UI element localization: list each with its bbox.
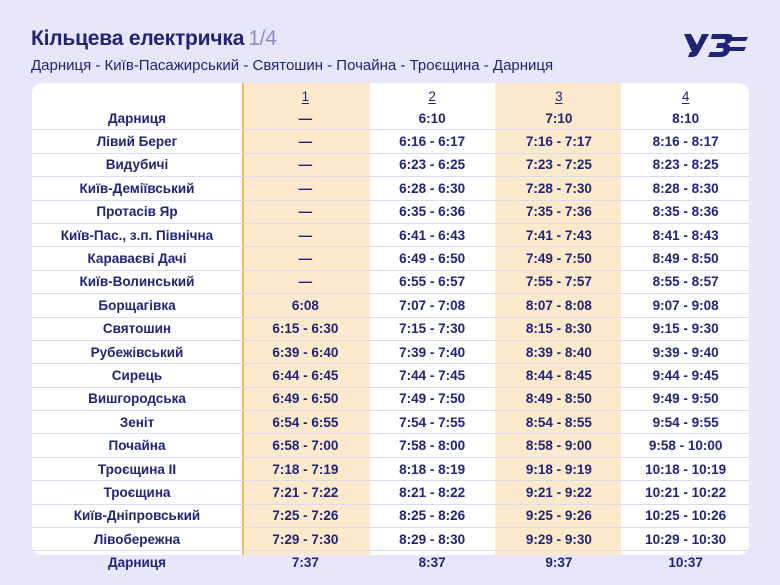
time-cell-train-4: 9:49 - 9:50 [622, 387, 749, 410]
table-row [32, 481, 749, 504]
time-cell-train-4: 9:15 - 9:30 [622, 317, 749, 340]
time-cell-train-3: 7:23 - 7:25 [496, 153, 623, 176]
time-cell-train-3: 7:28 - 7:30 [496, 177, 623, 200]
station-name: Видубичі [32, 153, 242, 176]
column-header-train-1: 1 [301, 88, 310, 104]
time-cell-train-4: 10:25 - 10:26 [622, 504, 749, 527]
station-name: Вишгородська [32, 387, 242, 410]
time-cell-train-2: 8:25 - 8:26 [369, 504, 496, 527]
table-row [32, 528, 749, 551]
time-cell-train-3: 8:07 - 8:08 [496, 294, 623, 317]
station-name: Троєщина [32, 481, 242, 504]
time-cell-train-3: 8:44 - 8:45 [496, 364, 623, 387]
time-cell-train-2: 7:58 - 8:00 [369, 434, 496, 457]
time-cell-train-1: 7:25 - 7:26 [242, 504, 369, 527]
time-cell-train-4: 9:44 - 9:45 [622, 364, 749, 387]
table-row [32, 153, 749, 176]
time-cell-train-4: 9:58 - 10:00 [622, 434, 749, 457]
table-row [32, 223, 749, 246]
station-name: Протасів Яр [32, 200, 242, 223]
time-cell-train-1: 7:37 [242, 551, 369, 574]
station-name: Сирець [32, 364, 242, 387]
station-name: Зеніт [32, 411, 242, 434]
column-header-train-4: 4 [681, 88, 690, 104]
time-cell-train-4: 9:54 - 9:55 [622, 411, 749, 434]
station-name: Рубежівський [32, 340, 242, 363]
table-row [32, 411, 749, 434]
time-cell-train-3: 8:39 - 8:40 [496, 340, 623, 363]
time-cell-train-2: 6:28 - 6:30 [369, 177, 496, 200]
station-name: Лівий Берег [32, 130, 242, 153]
time-cell-train-2: 7:54 - 7:55 [369, 411, 496, 434]
time-cell-train-2: 7:07 - 7:08 [369, 294, 496, 317]
page-indicator: 1/4 [248, 27, 277, 50]
time-cell-train-4: 10:37 [622, 551, 749, 574]
time-cell-train-1: — [242, 153, 369, 176]
time-cell-train-2: 6:16 - 6:17 [369, 130, 496, 153]
time-cell-train-2: 6:41 - 6:43 [369, 223, 496, 246]
time-cell-train-3: 9:25 - 9:26 [496, 504, 623, 527]
station-name: Київ-Деміївський [32, 177, 242, 200]
time-cell-train-3: 7:10 [545, 110, 573, 126]
time-cell-train-1: — [298, 110, 313, 126]
time-cell-train-3: 7:55 - 7:57 [496, 270, 623, 293]
time-cell-train-1: — [242, 270, 369, 293]
station-name: Київ-Волинський [32, 270, 242, 293]
time-cell-train-3: 8:58 - 9:00 [496, 434, 623, 457]
time-cell-train-2: 8:37 [369, 551, 496, 574]
time-cell-train-2: 7:49 - 7:50 [369, 387, 496, 410]
station-name: Караваєві Дачі [32, 247, 242, 270]
time-cell-train-2: 8:29 - 8:30 [369, 528, 496, 551]
time-cell-train-3: 9:21 - 9:22 [496, 481, 623, 504]
time-cell-train-4: 8:16 - 8:17 [622, 130, 749, 153]
station-name: Київ-Дніпровський [32, 504, 242, 527]
station-name: Лівобережна [32, 528, 242, 551]
time-cell-train-4: 8:23 - 8:25 [622, 153, 749, 176]
time-cell-train-2: 7:15 - 7:30 [369, 317, 496, 340]
station-name: Дарниця [107, 110, 166, 126]
time-cell-train-2: 7:44 - 7:45 [369, 364, 496, 387]
table-row [32, 504, 749, 527]
time-cell-train-4: 8:28 - 8:30 [622, 177, 749, 200]
table-header-row [32, 85, 749, 107]
station-name: Троєщина II [32, 457, 242, 480]
time-cell-train-2: 6:10 [418, 110, 446, 126]
time-cell-train-4: 10:21 - 10:22 [622, 481, 749, 504]
time-cell-train-4: 8:10 [672, 110, 700, 126]
time-cell-train-1: — [242, 130, 369, 153]
time-cell-train-4: 8:49 - 8:50 [622, 247, 749, 270]
table-row [32, 317, 749, 340]
route-subtitle: Дарниця - Київ-Пасажирський - Святошин - Почайна - Троєщина - Дарниця [31, 57, 554, 74]
time-cell-train-3: 7:16 - 7:17 [496, 130, 623, 153]
station-name: Борщагівка [32, 294, 242, 317]
time-cell-train-1: 6:44 - 6:45 [242, 364, 369, 387]
time-cell-train-3: 7:49 - 7:50 [496, 247, 623, 270]
time-cell-train-3: 8:15 - 8:30 [496, 317, 623, 340]
table-row [32, 457, 749, 480]
time-cell-train-2: 8:18 - 8:19 [369, 457, 496, 480]
page-title [31, 26, 553, 52]
table-row [32, 387, 749, 410]
table-row [32, 294, 749, 317]
station-name: Почайна [32, 434, 242, 457]
time-cell-train-1: 6:39 - 6:40 [242, 340, 369, 363]
timetable-body [32, 107, 749, 574]
table-row [32, 434, 749, 457]
column-header-train-3: 3 [555, 88, 563, 104]
station-header [32, 85, 242, 107]
time-cell-train-1: — [242, 223, 369, 246]
time-cell-train-3: 9:37 [496, 551, 623, 574]
time-cell-train-3: 7:35 - 7:36 [496, 200, 623, 223]
time-cell-train-3: 7:41 - 7:43 [496, 223, 623, 246]
station-name: Святошин [32, 317, 242, 340]
table-row [32, 340, 749, 363]
time-cell-train-3: 8:54 - 8:55 [496, 411, 623, 434]
time-cell-train-4: 9:39 - 9:40 [622, 340, 749, 363]
time-cell-train-1: 6:49 - 6:50 [242, 387, 369, 410]
time-cell-train-4: 8:41 - 8:43 [622, 223, 749, 246]
table-row [32, 107, 749, 130]
time-cell-train-2: 8:21 - 8:22 [369, 481, 496, 504]
title-text: Кільцева електричка [31, 27, 245, 50]
uz-logo-icon [682, 30, 750, 60]
table-row [32, 130, 749, 153]
time-cell-train-2: 6:23 - 6:25 [369, 153, 496, 176]
table-row [32, 551, 749, 574]
time-cell-train-1: — [242, 247, 369, 270]
time-cell-train-1: — [242, 200, 369, 223]
time-cell-train-4: 8:35 - 8:36 [622, 200, 749, 223]
time-cell-train-3: 8:49 - 8:50 [496, 387, 623, 410]
time-cell-train-1: 7:29 - 7:30 [242, 528, 369, 551]
time-cell-train-4: 8:55 - 8:57 [622, 270, 749, 293]
time-cell-train-2: 6:35 - 6:36 [369, 200, 496, 223]
time-cell-train-1: 6:58 - 7:00 [242, 434, 369, 457]
time-cell-train-4: 10:29 - 10:30 [622, 528, 749, 551]
time-cell-train-2: 7:39 - 7:40 [369, 340, 496, 363]
timetable-card [32, 83, 749, 571]
timetable [32, 85, 749, 574]
time-cell-train-1: 7:21 - 7:22 [242, 481, 369, 504]
time-cell-train-1: 6:15 - 6:30 [242, 317, 369, 340]
table-row [32, 200, 749, 223]
time-cell-train-4: 9:07 - 9:08 [622, 294, 749, 317]
header [31, 26, 553, 76]
table-row [32, 247, 749, 270]
time-cell-train-2: 6:55 - 6:57 [369, 270, 496, 293]
time-cell-train-1: 6:08 [242, 294, 369, 317]
column-header-train-2: 2 [428, 88, 436, 104]
station-name: Дарниця [32, 551, 242, 574]
time-cell-train-1: 6:54 - 6:55 [242, 411, 369, 434]
time-cell-train-3: 9:29 - 9:30 [496, 528, 623, 551]
table-row [32, 270, 749, 293]
table-row [32, 177, 749, 200]
time-cell-train-1: 7:18 - 7:19 [242, 457, 369, 480]
time-cell-train-1: — [242, 177, 369, 200]
time-cell-train-3: 9:18 - 9:19 [496, 457, 623, 480]
time-cell-train-2: 6:49 - 6:50 [369, 247, 496, 270]
time-cell-train-4: 10:18 - 10:19 [622, 457, 749, 480]
table-row [32, 364, 749, 387]
station-name: Київ-Пас., з.п. Північна [32, 223, 242, 246]
